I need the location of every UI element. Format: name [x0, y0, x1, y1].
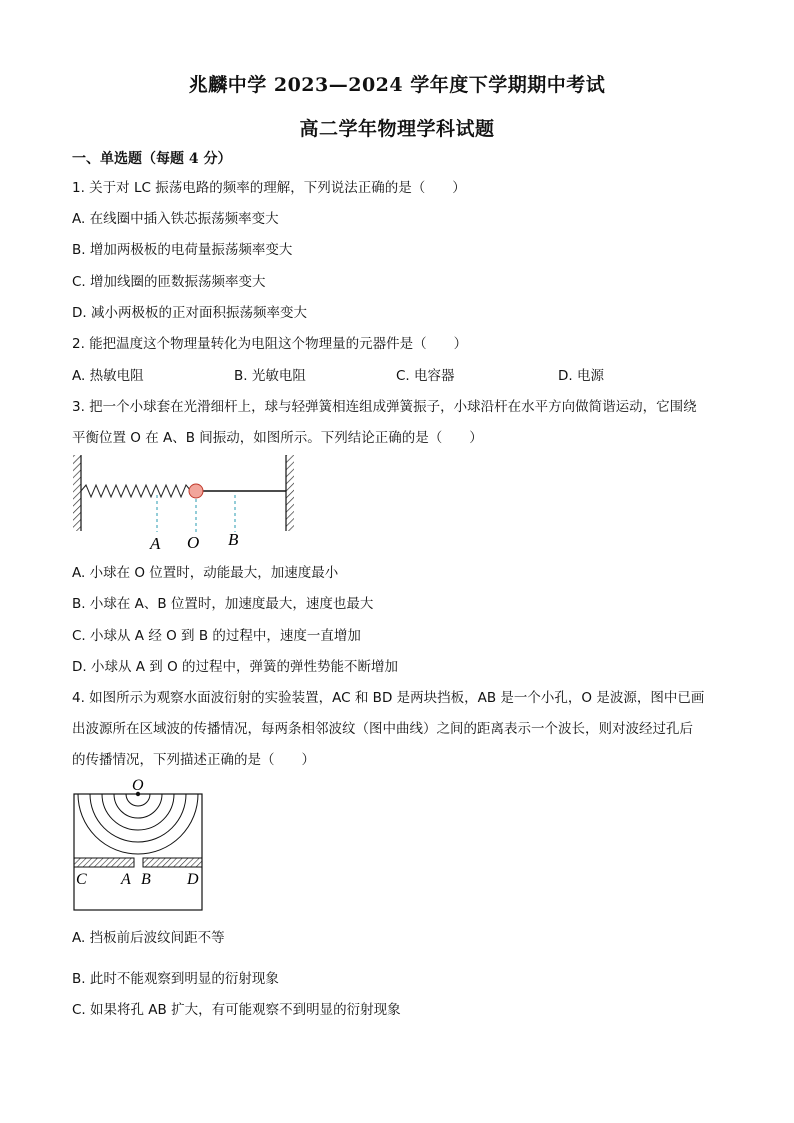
question-3-stem-line-2: 平衡位置 O 在 A、B 间振动，如图所示。下列结论正确的是（ ） — [72, 430, 483, 446]
question-1-stem: 1. 关于对 LC 振荡电路的频率的理解，下列说法正确的是（ ） — [72, 180, 466, 196]
question-4-option-a: A. 挡板前后波纹间距不等 — [72, 930, 225, 946]
question-2-stem: 2. 能把温度这个物理量转化为电阻这个物理量的元器件是（ ） — [72, 336, 468, 352]
barrier-ac — [74, 858, 134, 867]
question-3-option-d: D. 小球从 A 到 O 的过程中，弹簧的弹性势能不断增加 — [72, 659, 399, 675]
question-3-stem-line-1: 3. 把一个小球套在光滑细杆上，球与轻弹簧相连组成弹簧振子，小球沿杆在水平方向做简谐运动，它围绕 — [72, 399, 697, 415]
question-1-option-d: D. 减小两极板的正对面积振荡频率变大 — [72, 305, 307, 321]
question-2-option-d: D. 电源 — [558, 368, 604, 384]
question-3-option-c: C. 小球从 A 经 O 到 B 的过程中，速度一直增加 — [72, 628, 361, 644]
label-d: D — [187, 871, 199, 888]
question-4-option-b: B. 此时不能观察到明显的衍射现象 — [72, 971, 279, 987]
question-3-option-b: B. 小球在 A、B 位置时，加速度最大，速度也最大 — [72, 596, 374, 612]
question-4-stem-line-3: 的传播情况，下列描述正确的是（ ） — [72, 752, 315, 768]
question-2-option-b: B. 光敏电阻 — [234, 368, 306, 384]
exam-title: 兆麟中学 2023—2024 学年度下学期期中考试 — [188, 74, 606, 96]
label-o: O — [187, 533, 200, 552]
label-a: A — [150, 534, 161, 553]
label-b: B — [141, 871, 151, 888]
left-wall — [73, 455, 81, 531]
question-3-option-a: A. 小球在 O 位置时，动能最大，加速度最小 — [72, 565, 339, 581]
label-c: C — [76, 871, 87, 888]
question-2-option-a: A. 热敏电阻 — [72, 368, 144, 384]
question-4-stem-line-2: 出波源所在区域波的传播情况，每两条相邻波纹（图中曲线）之间的距离表示一个波长，则对波经过孔后 — [72, 721, 693, 737]
question-2-option-c: C. 电容器 — [396, 368, 455, 384]
exam-subtitle: 高二学年物理学科试题 — [299, 118, 495, 140]
label-o: O — [132, 777, 144, 794]
spring-oscillator-figure — [70, 452, 300, 554]
question-1-option-a: A. 在线圈中插入铁芯振荡频率变大 — [72, 211, 279, 227]
question-1-option-c: C. 增加线圈的匝数振荡频率变大 — [72, 274, 266, 290]
question-4-stem-line-1: 4. 如图所示为观察水面波衍射的实验装置，AC 和 BD 是两块挡板，AB 是一个小孔，O 是波源，图中已画 — [72, 690, 705, 706]
barrier-bd — [143, 858, 202, 867]
right-wall — [286, 455, 294, 531]
ball — [189, 484, 203, 498]
wave-diffraction-figure — [68, 774, 208, 914]
question-4-option-c: C. 如果将孔 AB 扩大，有可能观察不到明显的衍射现象 — [72, 1002, 401, 1018]
label-a: A — [121, 871, 131, 888]
spring — [81, 485, 191, 497]
section-heading: 一、单选题（每题 4 分） — [72, 151, 232, 167]
label-b: B — [228, 530, 239, 549]
question-1-option-b: B. 增加两极板的电荷量振荡频率变大 — [72, 242, 293, 258]
